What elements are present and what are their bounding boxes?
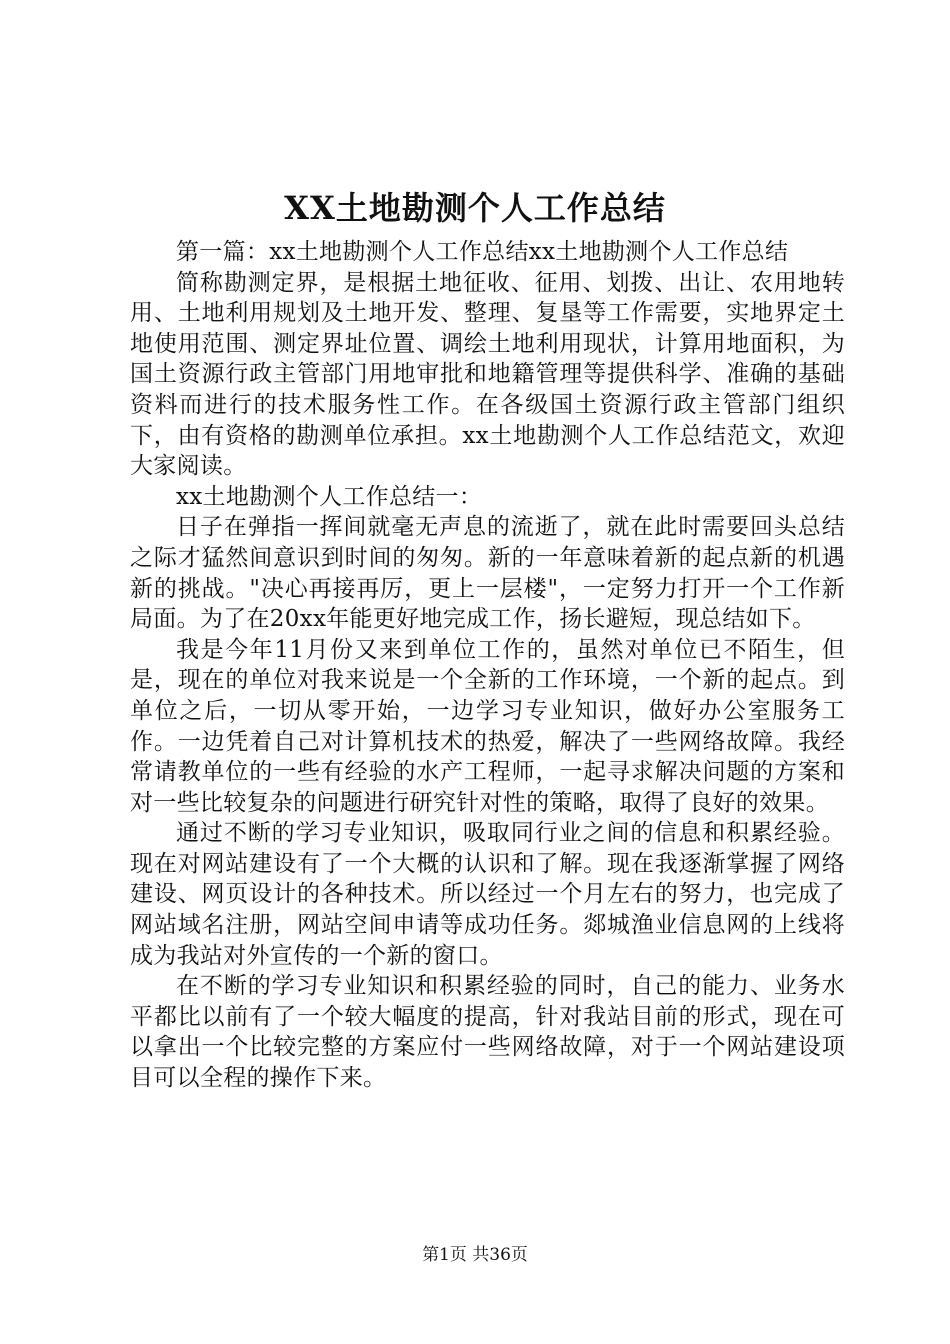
page-number-footer: 第1页 共36页 (422, 1245, 528, 1265)
paragraph-3: xx土地勘测个人工作总结一： (176, 483, 483, 510)
paragraph-2: 简称勘测定界，是根据土地征收、征用、划拨、出让、农用地转用、土地利用规划及土地开发、整理、复垦等工作需要，实地界定土地使用范围、测定界址位置、调绘土地利用现状，计算用地面积，为国土资源行政主管部门用地审批和地籍管理等提供科学、准确的基础资料而进行的技术服务性工作。在各级国土资源行政主管部门组织下，由有资格的勘测单位承担。xx土地勘测个人工作总结范文，欢迎大家阅读。 (130, 269, 845, 480)
document-body (130, 237, 845, 1094)
paragraph-7: 在不断的学习专业知识和积累经验的同时，自己的能力、业务水平都比以前有了一个较大幅度的提高，针对我站目前的形式，现在可以拿出一个比较完整的方案应付一些网络故障，对于一个网站建设项目可以全程的操作下来。 (130, 973, 845, 1092)
paragraph-1: 第一篇：xx土地勘测个人工作总结xx土地勘测个人工作总结 (176, 239, 789, 265)
paragraph-6: 通过不断的学习专业知识，吸取同行业之间的信息和积累经验。现在对网站建设有了一个大概的认识和了解。现在我逐渐掌握了网络建设、网页设计的各种技术。所以经过一个月左右的努力，也完成了网站域名注册，网站空间申请等成功任务。郯城渔业信息网的上线将成为我站对外宣传的一个新的窗口。 (130, 820, 845, 969)
document-title: XX土地勘测个人工作总结 (284, 189, 666, 227)
paragraph-5: 我是今年11月份又来到单位工作的，虽然对单位已不陌生，但是，现在的单位对我来说是一个全新的工作环境，一个新的起点。到单位之后，一切从零开始，一边学习专业知识，做好办公室服务工作。一边凭着自己对计算机技术的热爱，解决了一些网络故障。我经常请教单位的一些有经验的水产工程师，一起寻求解决问题的方案和对一些比较复杂的问题进行研究针对性的策略，取得了良好的效果。 (130, 636, 845, 816)
paragraph-4: 日子在弹指一挥间就毫无声息的流逝了，就在此时需要回头总结之际才猛然间意识到时间的匆匆。新的一年意味着新的起点新的机遇新的挑战。"决心再接再厉，更上一层楼"，一定努力打开一个工作新局面。为了在20xx年能更好地完成工作，扬长避短，现总结如下。 (130, 514, 845, 633)
